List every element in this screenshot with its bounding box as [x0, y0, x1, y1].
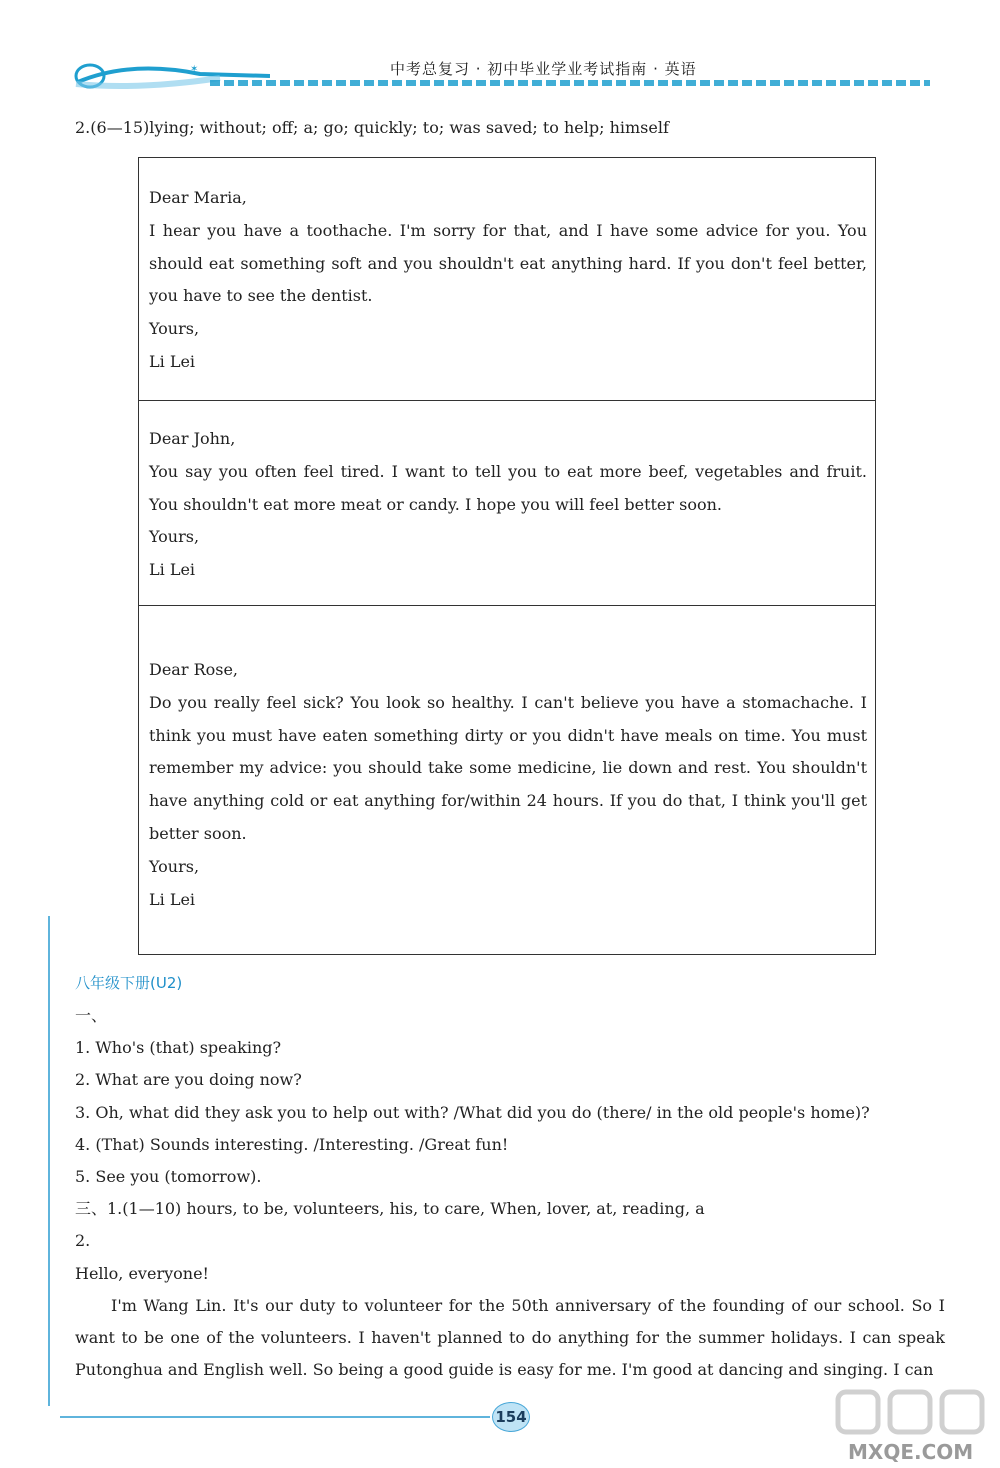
section-title: 八年级下册(U2) [75, 974, 183, 992]
letter-signature: Li Lei [149, 560, 196, 580]
footer-rule [60, 1416, 490, 1418]
answer-item: 1. Who's (that) speaking? [75, 1038, 282, 1058]
answer-line: 2.(6—15)lying; without; off; a; go; quickly; to; was saved; to help; himself [75, 118, 669, 137]
letter-john [139, 400, 875, 605]
side-rule [48, 916, 50, 1406]
letter-signature: Li Lei [149, 889, 196, 909]
letter-salutation: Dear Rose, [149, 660, 239, 679]
answer-item: 2. What are you doing now? [75, 1070, 302, 1090]
letter-closing: Yours, [149, 856, 200, 876]
header-rule [210, 80, 930, 86]
answer-item: 4. (That) Sounds interesting. /Interesting. /Great fun! [75, 1134, 509, 1154]
answer-item: 3. Oh, what did they ask you to help out with? /What did you do (there/ in the old people's home)? [75, 1102, 870, 1122]
speech-paragraph: I'm Wang Lin. It's our duty to volunteer for the 50th anniversary of the founding of our school. So I want to be one of the volunteers. I haven't planned to do anything for the summer holidays. I can speak Putonghua and English well. So being a good guide is easy for me. I'm good at dancing and singing. I can [75, 1295, 945, 1380]
svg-text:✶: ✶ [190, 64, 199, 75]
letter-body: I hear you have a toothache. I'm sorry for that, and I have some advice for you. You should eat something soft and you shouldn't eat anything hard. If you don't feel better, you have to see the dentist. [149, 220, 867, 306]
letter-maria [139, 158, 875, 400]
letter-salutation: Dear Maria, [149, 188, 247, 207]
watermark-text: MXQE.COM [848, 1440, 974, 1464]
part-three-item: 2. [75, 1231, 91, 1251]
part-one-label: 一、 [75, 1006, 108, 1025]
letter-closing: Yours, [149, 527, 200, 547]
page-header [60, 52, 930, 94]
letter-salutation: Dear John, [149, 429, 236, 448]
letter-body: Do you really feel sick? You look so healthy. I can't believe you have a stomachache. I think you must have eaten something dirty or you didn't have meals on time. You must remember my advice: you should take some medicine, lie down and rest. You shouldn't have anything cold or eat anything for/within 24 hours. If you do that, I think you'll get better soon. [149, 692, 867, 843]
letter-rose [139, 605, 875, 954]
letter-closing: Yours, [149, 319, 200, 339]
letter-signature: Li Lei [149, 351, 196, 371]
page-number: 154 [492, 1402, 530, 1432]
letter-body: You say you often feel tired. I want to tell you to eat more beef, vegetables and fruit. You shouldn't eat more meat or candy. I hope you will feel better soon. [149, 461, 867, 514]
answers-section [75, 1000, 945, 1386]
header-title: 中考总复习 · 初中毕业学业考试指南 · 英语 [390, 60, 697, 78]
letters-table [138, 157, 876, 955]
speech-greeting: Hello, everyone! [75, 1263, 209, 1283]
answer-item: 5. See you (tomorrow). [75, 1167, 262, 1187]
part-three-line: 三、1.(1—10) hours, to be, volunteers, his, to care, When, lover, at, reading, a [75, 1199, 705, 1219]
